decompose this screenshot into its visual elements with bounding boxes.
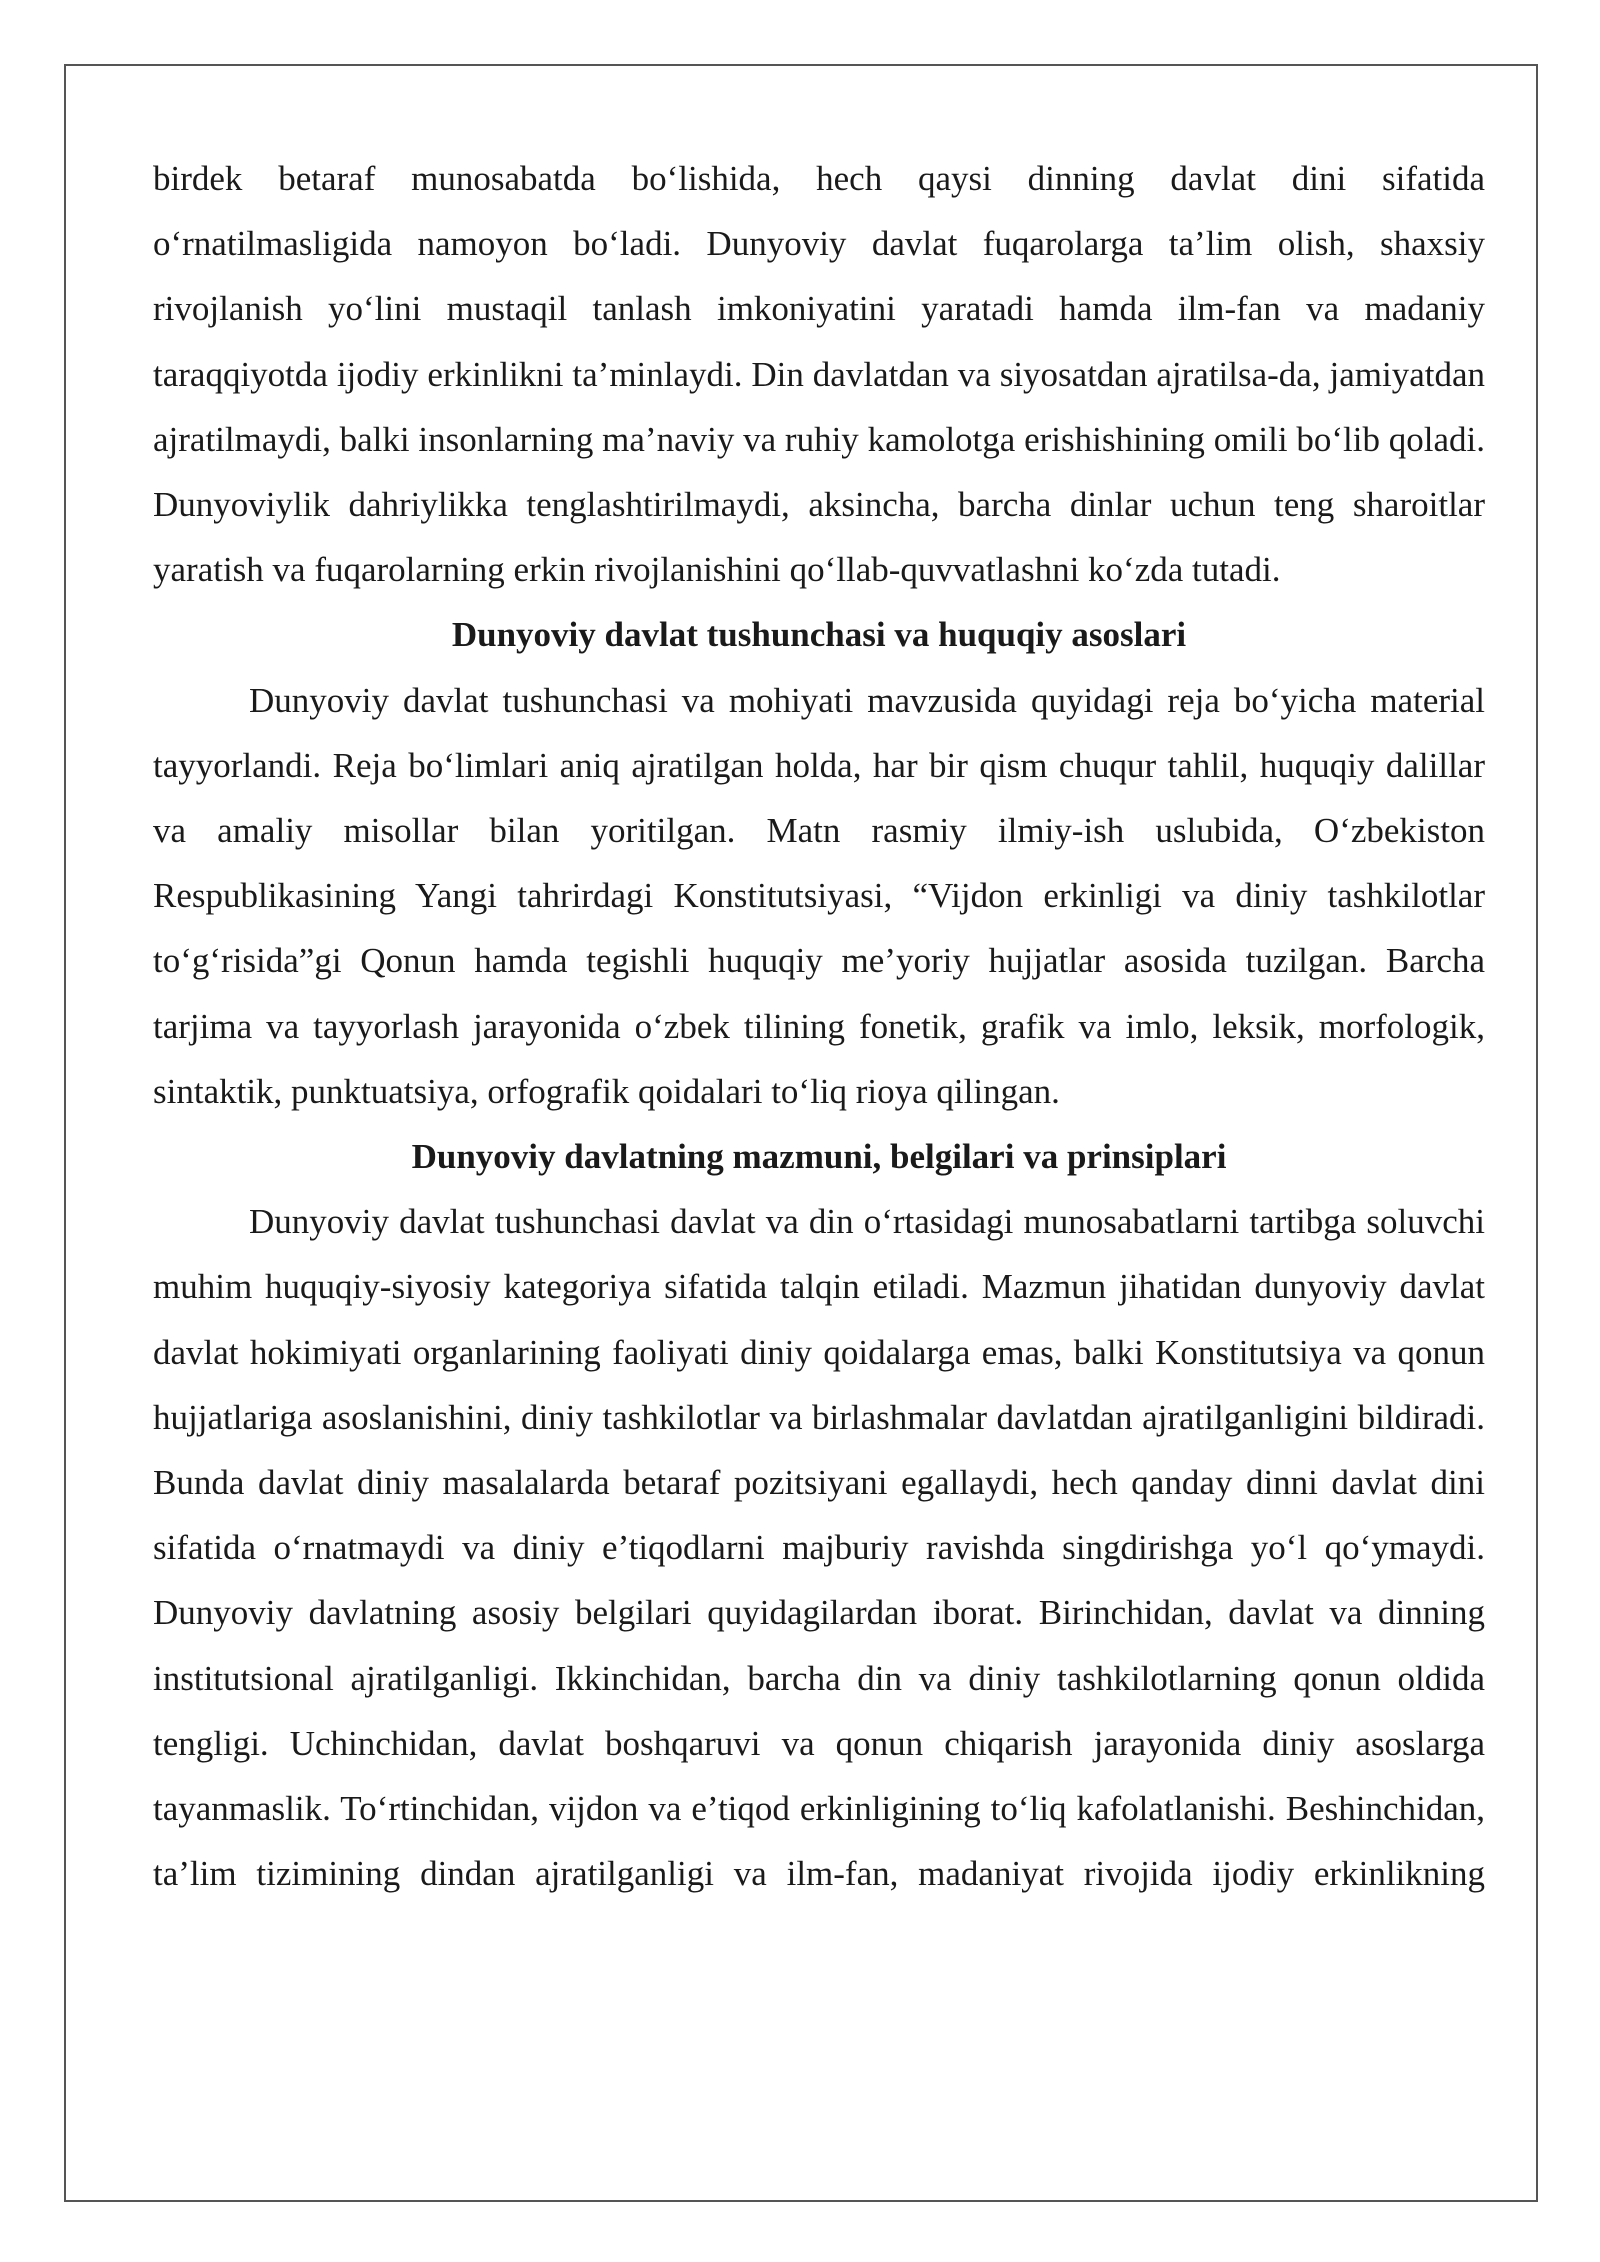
paragraph-concept-legal-basis: Dunyoviy davlat tushunchasi va mohiyati mavzusida quyidagi reja bo‘yicha material tayyorlandi. Reja bo‘limlari aniq ajratilgan holda, har bir qism chuqur tahlil, huquqiy dalillar va amaliy misollar bilan yoritilgan. Matn rasmiy ilmiy-ish uslubida, O‘zbekiston Respublikasining Yangi tahrirdagi Konstitutsiyasi, “Vijdon erkinligi va diniy tashkilotlar to‘g‘risida”gi Qonun hamda tegishli huquqiy me’yoriy hujjatlar asosida tuzilgan. Barcha tarjima va tayyorlash jarayonida o‘zbek tilining fonetik, grafik va imlo, leksik, morfologik, sintaktik, punktuatsiya, orfografik qoidalari to‘liq rioya qilingan. [153,680,1485,1111]
section-heading-content-features-principles: Dunyoviy davlatning mazmuni, belgilari va prinsiplari [411,1137,1227,1177]
document-body [153,146,1485,1906]
paragraph-content-features-principles: Dunyoviy davlat tushunchasi davlat va din o‘rtasidagi munosabatlarni tartibga soluvchi muhim huquqiy-siyosiy kategoriya sifatida talqin etiladi. Mazmun jihatidan dunyoviy davlat davlat hokimiyati organlarining faoliyati diniy qoidalarga emas, balki Konstitutsiya va qonun hujjatlariga asoslanishini, diniy tashkilotlar va birlashmalar davlatdan ajratilganligini bildiradi. Bunda davlat diniy masalalarda betaraf pozitsiyani egallaydi, hech qanday dinni davlat dini sifatida o‘rnatmaydi va diniy e’tiqodlarni majburiy ravishda singdirishga yo‘l qo‘ymaydi. Dunyoviy davlatning asosiy belgilari quyidagilardan iborat. Birinchidan, davlat va dinning institutsional ajratilganligi. Ikkinchidan, barcha din va diniy tashkilotlarning qonun oldida tengligi. Uchinchidan, davlat boshqaruvi va qonun chiqarish jarayonida diniy asoslarga tayanmaslik. To‘rtinchidan, vijdon va e’tiqod erkinligining to‘liq kafolatlanishi. Beshinchidan, ta’lim tizimining dindan ajratilganligi va ilm-fan, madaniyat rivojida ijodiy erkinlikning [153,1202,1485,1894]
section-heading-concept-legal-basis: Dunyoviy davlat tushunchasi va huquqiy asoslari [451,615,1187,655]
paragraph-intro-continuation: birdek betaraf munosabatda bo‘lishida, hech qaysi dinning davlat dini sifatida o‘rnatilmasligida namoyon bo‘ladi. Dunyoviy davlat fuqarolarga ta’lim olish, shaxsiy rivojlanish yo‘lini mustaqil tanlash imkoniyatini yaratadi hamda ilm-fan va madaniy taraqqiyotda ijodiy erkinlikni ta’minlaydi. Din davlatdan va siyosatdan ajratilsa-da, jamiyatdan ajratilmaydi, balki insonlarning ma’naviy va ruhiy kamolotga erishishining omili bo‘lib qoladi. Dunyoviylik dahriylikka tenglashtirilmaydi, aksincha, barcha dinlar uchun teng sharoitlar yaratish va fuqarolarning erkin rivojlanishini qo‘llab-quvvatlashni ko‘zda tutadi. [153,159,1485,590]
